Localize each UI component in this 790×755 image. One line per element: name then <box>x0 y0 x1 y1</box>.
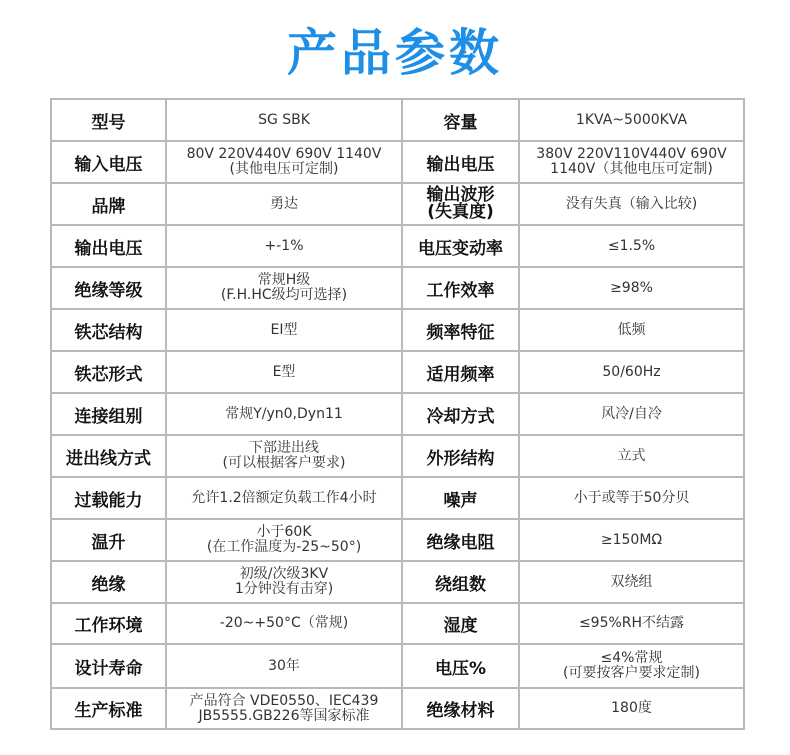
spec-table-body <box>51 99 744 729</box>
spec-label-cell <box>51 141 166 183</box>
spec-label-cell <box>51 603 166 644</box>
spec-value: 初级/次级3KV 1分钟没有击穿) <box>234 566 334 597</box>
spec-value: 立式 <box>617 447 646 464</box>
spec-row <box>51 603 744 644</box>
spec-value-cell <box>166 435 402 477</box>
spec-label: 生产标准 <box>74 701 143 721</box>
spec-value-cell <box>519 225 744 267</box>
spec-value-cell <box>519 688 744 729</box>
spec-value: 180度 <box>611 700 652 716</box>
spec-value-cell <box>519 351 744 393</box>
spec-row <box>51 225 744 267</box>
spec-value: EI型 <box>270 321 298 338</box>
spec-label: 容量 <box>443 112 478 133</box>
spec-label-cell <box>402 603 519 644</box>
spec-label-cell <box>51 183 166 225</box>
spec-value: 30年 <box>268 657 300 674</box>
spec-label-cell <box>402 435 519 477</box>
spec-value-cell <box>519 99 744 141</box>
spec-label-cell <box>51 309 166 351</box>
spec-label-cell <box>51 225 166 267</box>
spec-value: 产品符合 VDE0550、IEC439 JB5555.GB226等国家标准 <box>189 692 379 724</box>
spec-row <box>51 688 744 729</box>
spec-value: 常规H级 (F.H.HC级均可选择) <box>220 272 348 303</box>
spec-value: ≥98% <box>610 279 653 296</box>
spec-label-cell <box>402 393 519 435</box>
spec-row <box>51 435 744 477</box>
spec-value: E型 <box>272 363 296 380</box>
spec-table <box>50 98 745 730</box>
spec-label-cell <box>402 99 519 141</box>
spec-value: 双绕组 <box>610 573 653 590</box>
spec-label: 绕组数 <box>435 574 486 595</box>
spec-value-cell <box>166 351 402 393</box>
spec-value-cell <box>166 99 402 141</box>
spec-value: 允许1.2倍额定负载工作4小时 <box>191 489 377 506</box>
spec-label: 品牌 <box>91 196 126 217</box>
spec-label: 温升 <box>91 532 126 553</box>
spec-value-cell <box>166 309 402 351</box>
spec-label-cell <box>51 561 166 603</box>
spec-value: 风冷/自冷 <box>601 405 662 422</box>
spec-label: 输出电压 <box>74 238 143 259</box>
spec-value-cell <box>166 519 402 561</box>
spec-value: 勇达 <box>270 195 298 212</box>
spec-value: 小于60K (在工作温度为-25~50°) <box>206 524 362 555</box>
spec-label-cell <box>402 644 519 688</box>
spec-value: 没有失真（输入比较) <box>565 195 698 212</box>
spec-value: 80V 220V440V 690V 1140V (其他电压可定制) <box>186 146 382 177</box>
spec-label: 连接组别 <box>74 406 143 427</box>
spec-label: 适用频率 <box>426 364 495 385</box>
spec-value: 小于或等于50分贝 <box>573 489 690 506</box>
spec-row <box>51 477 744 519</box>
spec-value: 380V 220V110V440V 690V 1140V（其他电压可定制) <box>536 146 727 177</box>
spec-label-cell <box>51 435 166 477</box>
spec-label: 设计寿命 <box>74 658 143 679</box>
spec-label: 绝缘材料 <box>426 701 495 721</box>
spec-row <box>51 267 744 309</box>
spec-value: 常规Y/yn0,Dyn11 <box>225 405 343 422</box>
spec-label: 输出电压 <box>426 154 495 175</box>
spec-value: ≤1.5% <box>607 237 656 254</box>
spec-row <box>51 309 744 351</box>
spec-label: 铁芯结构 <box>74 322 143 343</box>
spec-value-cell <box>166 644 402 688</box>
spec-value-cell <box>166 561 402 603</box>
page-title: 产品参数 <box>287 24 503 82</box>
spec-value-cell <box>519 561 744 603</box>
spec-row <box>51 183 744 225</box>
spec-value-cell <box>166 603 402 644</box>
spec-label-cell <box>402 351 519 393</box>
spec-label-cell <box>51 99 166 141</box>
spec-value-cell <box>166 225 402 267</box>
spec-label: 绝缘等级 <box>74 280 143 301</box>
spec-row <box>51 141 744 183</box>
spec-label-cell <box>51 644 166 688</box>
spec-value: +-1% <box>264 237 304 254</box>
spec-row <box>51 519 744 561</box>
spec-value: ≥150MΩ <box>600 531 663 548</box>
spec-value-cell <box>166 688 402 729</box>
spec-label-cell <box>51 477 166 519</box>
spec-value: -20~+50°C（常规) <box>219 615 349 631</box>
spec-value-cell <box>166 477 402 519</box>
spec-value: 低频 <box>617 321 646 338</box>
spec-value-cell <box>519 309 744 351</box>
spec-label-cell <box>51 267 166 309</box>
spec-label-cell <box>402 141 519 183</box>
spec-label: 工作环境 <box>74 616 143 636</box>
spec-value-cell <box>166 183 402 225</box>
spec-label: 电压% <box>434 658 487 679</box>
spec-label: 湿度 <box>443 616 478 636</box>
spec-label-cell <box>51 351 166 393</box>
spec-value-cell <box>519 183 744 225</box>
spec-label-cell <box>402 267 519 309</box>
spec-label: 工作效率 <box>426 280 495 301</box>
spec-label-cell <box>402 688 519 729</box>
spec-value: 50/60Hz <box>602 363 661 380</box>
spec-row <box>51 393 744 435</box>
spec-label: 进出线方式 <box>66 448 151 469</box>
spec-row <box>51 561 744 603</box>
spec-label-cell <box>402 561 519 603</box>
spec-value-cell <box>519 267 744 309</box>
spec-label: 过载能力 <box>74 490 143 511</box>
spec-value-cell <box>519 603 744 644</box>
spec-label-cell <box>402 477 519 519</box>
spec-value: SG SBK <box>258 111 310 128</box>
spec-value: ≤95%RH不结露 <box>578 615 685 631</box>
spec-value: 1KVA~5000KVA <box>575 111 688 128</box>
spec-label-cell <box>402 225 519 267</box>
spec-value-cell <box>519 393 744 435</box>
spec-value: ≤4%常规 (可要按客户要求定制) <box>563 650 700 681</box>
spec-value-cell <box>166 141 402 183</box>
spec-label-cell <box>51 688 166 729</box>
spec-label-cell <box>51 393 166 435</box>
spec-value-cell <box>519 477 744 519</box>
spec-label-cell <box>402 309 519 351</box>
spec-label: 绝缘 <box>91 574 126 595</box>
spec-value-cell <box>519 519 744 561</box>
spec-label: 冷却方式 <box>426 406 495 427</box>
spec-row <box>51 99 744 141</box>
spec-label: 输入电压 <box>74 154 143 175</box>
spec-value-cell <box>519 141 744 183</box>
spec-label-cell <box>51 519 166 561</box>
spec-label: 噪声 <box>443 490 478 511</box>
spec-label: 频率特征 <box>426 322 495 343</box>
spec-row <box>51 644 744 688</box>
spec-label-cell <box>402 183 519 225</box>
spec-label-cell <box>402 519 519 561</box>
spec-label: 电压变动率 <box>418 238 503 259</box>
spec-value-cell <box>519 435 744 477</box>
spec-value-cell <box>519 644 744 688</box>
spec-value-cell <box>166 393 402 435</box>
spec-label: 绝缘电阻 <box>426 532 495 553</box>
spec-label: 型号 <box>91 112 126 133</box>
spec-label: 外形结构 <box>426 448 495 469</box>
spec-value-cell <box>166 267 402 309</box>
spec-value: 下部进出线 (可以根据客户要求) <box>222 440 346 471</box>
spec-label: 输出波形 (失真度) <box>426 185 495 222</box>
spec-label: 铁芯形式 <box>74 364 143 385</box>
spec-row <box>51 351 744 393</box>
